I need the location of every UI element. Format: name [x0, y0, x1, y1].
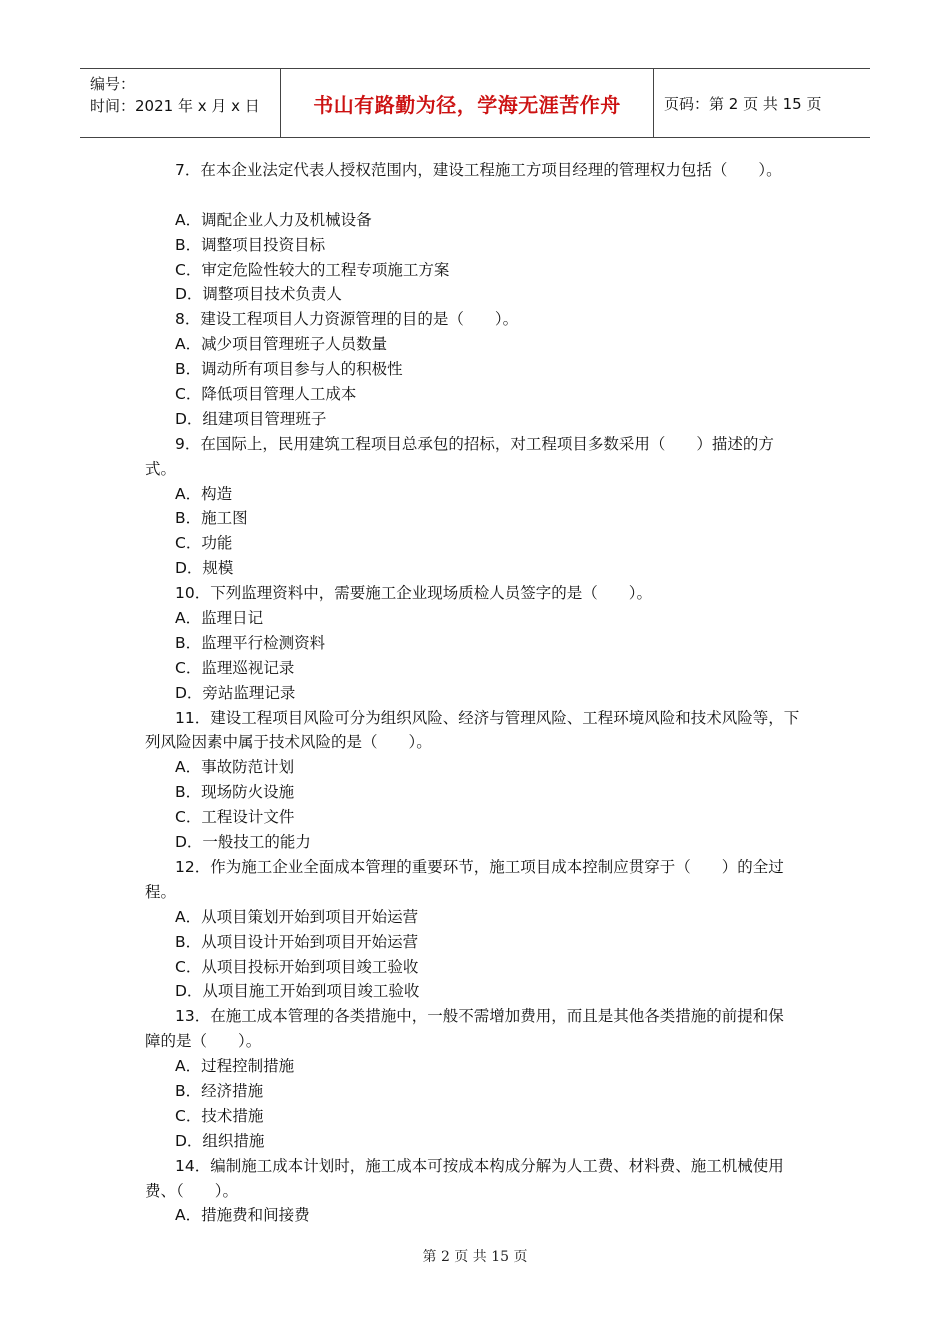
answer-option: A．监理日记 [175, 609, 264, 628]
question-stem: 14．编制施工成本计划时，施工成本可按成本构成分解为人工费、材料费、施工机械使用 [175, 1156, 784, 1175]
answer-option: B．现场防火设施 [175, 783, 295, 802]
question-stem-continuation: 式。 [145, 459, 177, 478]
answer-option: C．监理巡视记录 [175, 658, 295, 677]
answer-option: B．调整项目投资目标 [175, 235, 326, 254]
question-stem-continuation: 程。 [145, 882, 177, 901]
answer-option: A．过程控制措施 [175, 1057, 295, 1076]
answer-option: D．组织措施 [175, 1131, 265, 1150]
question-stem: 10．下列监理资料中，需要施工企业现场质检人员签字的是（ ）。 [175, 584, 652, 603]
question-stem: 12．作为施工企业全面成本管理的重要环节，施工项目成本控制应贯穿于（ ）的全过 [175, 857, 784, 876]
answer-option: C．审定危险性较大的工程专项施工方案 [175, 260, 450, 279]
question-block [145, 307, 813, 431]
answer-option: D．从项目施工开始到项目竣工验收 [175, 982, 420, 1001]
question-stem: 8．建设工程项目人力资源管理的目的是（ ）。 [175, 310, 519, 329]
answer-option: D．旁站监理记录 [175, 683, 296, 702]
question-stem: 11．建设工程项目风险可分为组织风险、经济与管理风险、工程环境风险和技术风险等，下 [175, 708, 800, 727]
question-block [145, 432, 813, 581]
answer-option: B．经济措施 [175, 1081, 264, 1100]
question-stem: 13．在施工成本管理的各类措施中，一般不需增加费用，而且是其他各类措施的前提和保 [175, 1007, 784, 1026]
answer-option: D．调整项目技术负责人 [175, 285, 342, 304]
question-stem: 9．在国际上，民用建筑工程项目总承包的招标，对工程项目多数采用（ ）描述的方 [175, 434, 774, 453]
answer-option: C．从项目投标开始到项目竣工验收 [175, 957, 419, 976]
answer-option: A．调配企业人力及机械设备 [175, 210, 372, 229]
header-page-info: 页码：第 2 页 共 15 页 [664, 94, 822, 113]
question-block [145, 581, 813, 705]
spacer [145, 183, 813, 208]
header-motto: 书山有路勤为径，学海无涯苦作舟 [281, 69, 654, 137]
document-time-label: 时间：2021 年 x 月 x 日 [90, 97, 260, 115]
answer-option: A．措施费和间接费 [175, 1206, 310, 1225]
page-header [80, 68, 870, 138]
question-block [145, 1154, 813, 1229]
document-number-label: 编号： [90, 75, 136, 93]
answer-option: A．减少项目管理班子人员数量 [175, 335, 388, 354]
answer-option: C．工程设计文件 [175, 808, 295, 827]
question-list [145, 158, 813, 1228]
answer-option: B．调动所有项目参与人的积极性 [175, 360, 403, 379]
question-stem-continuation: 障的是（ ）。 [145, 1032, 262, 1051]
answer-option: A．事故防范计划 [175, 758, 295, 777]
answer-option: C．技术措施 [175, 1106, 264, 1125]
answer-option: C．功能 [175, 534, 233, 553]
answer-option: D．规模 [175, 559, 234, 578]
question-stem-continuation: 费、（ ）。 [145, 1181, 239, 1200]
question-block [145, 158, 813, 307]
answer-option: B．监理平行检测资料 [175, 633, 326, 652]
answer-option: D．一般技工的能力 [175, 833, 311, 852]
answer-option: B．从项目设计开始到项目开始运营 [175, 932, 419, 951]
header-meta [80, 69, 281, 137]
answer-option: B．施工图 [175, 509, 248, 528]
answer-option: C．降低项目管理人工成本 [175, 385, 357, 404]
answer-option: D．组建项目管理班子 [175, 409, 327, 428]
answer-option: A．从项目策划开始到项目开始运营 [175, 907, 419, 926]
question-block [145, 855, 813, 1004]
question-block [145, 706, 813, 855]
question-stem: 7．在本企业法定代表人授权范围内，建设工程施工方项目经理的管理权力包括（ ）。 [175, 161, 782, 179]
question-block [145, 1004, 813, 1153]
answer-option: A．构造 [175, 484, 233, 503]
question-stem-continuation: 列风险因素中属于技术风险的是（ ）。 [145, 733, 432, 752]
page-footer: 第 2 页 共 15 页 [422, 1249, 528, 1265]
